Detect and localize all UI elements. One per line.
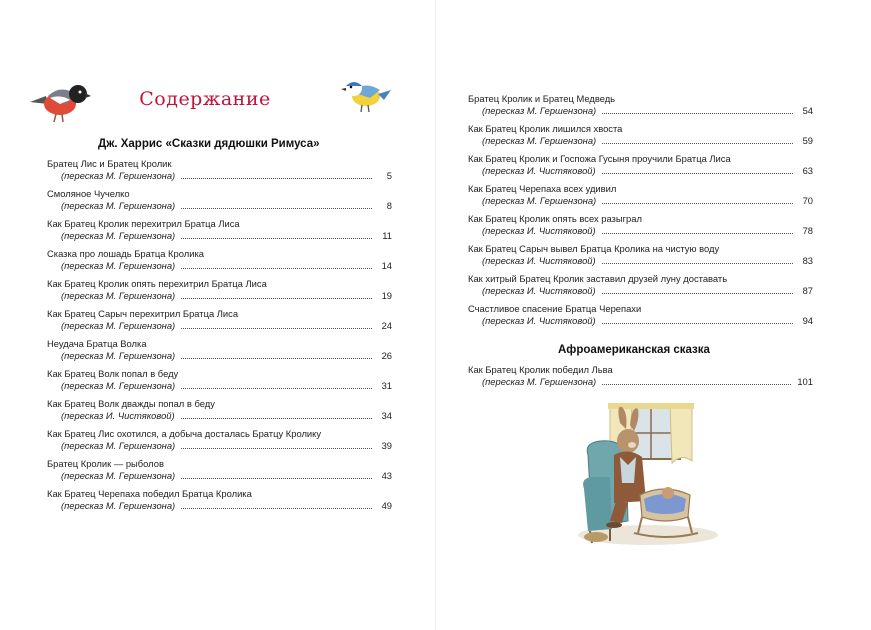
entry-retelling: (пересказ М. Гершензона) [482,105,597,116]
entry-retelling: (пересказ М. Гершензона) [61,290,176,301]
entry-title: Братец Лис и Братец Кролик [47,158,172,169]
entry-retelling: (пересказ М. Гершензона) [61,440,176,451]
entry-page: 26 [381,350,392,361]
entry-title: Как Братец Кролик опять перехитрил Братца Лиса [47,278,267,289]
rabbit-illustration [570,403,720,548]
dot-leader [602,203,793,204]
toc-entry [468,243,813,273]
entry-page: 49 [381,500,392,511]
entry-page: 31 [381,380,392,391]
toc-entry [468,303,813,333]
dot-leader [181,178,372,179]
section-title: Афроамериканская сказка [558,344,710,356]
dot-leader [602,263,793,264]
toc-entry [468,93,813,123]
entry-title: Как Братец Волк попал в беду [47,368,179,379]
entry-retelling: (пересказ М. Гершензона) [61,470,176,481]
entry-retelling: (пересказ М. Гершензона) [61,500,176,511]
entry-title: Как Братец Кролик опять всех разыграл [468,213,642,224]
dot-leader [181,388,372,389]
entry-retelling: (пересказ М. Гершензона) [61,170,176,181]
entry-retelling: (пересказ М. Гершензона) [482,135,597,146]
entry-title: Как Братец Кролик и Госпожа Гусыня проучили Братца Лиса [468,153,731,164]
toc-entry [47,398,392,428]
entry-retelling: (пересказ И. Чистяковой) [482,285,596,296]
entry-title: Как Братец Кролик лишился хвоста [468,123,623,134]
entry-title: Братец Кролик — рыболов [47,458,164,469]
entry-page: 87 [802,285,813,296]
toc-entry [47,488,392,518]
bullfinch-bird-icon [26,74,92,124]
dot-leader [181,298,372,299]
entry-page: 5 [386,170,392,181]
dot-leader [602,143,793,144]
entry-page: 63 [802,165,813,176]
page-title: Содержание [139,88,271,110]
dot-leader [181,508,372,509]
dot-leader [602,293,793,294]
toc-entry [47,428,392,458]
dot-leader [602,233,793,234]
entry-page: 59 [802,135,813,146]
dot-leader [602,323,793,324]
book-spine [435,0,436,630]
entry-title: Как Братец Волк дважды попал в беду [47,398,215,409]
dot-leader [181,208,372,209]
entry-page: 14 [381,260,392,271]
toc-entry [47,248,392,278]
entry-retelling: (пересказ И. Чистяковой) [482,255,596,266]
entry-page: 70 [802,195,813,206]
entry-retelling: (пересказ И. Чистяковой) [61,410,175,421]
entry-page: 39 [381,440,392,451]
entry-title: Как Братец Сарыч вывел Братца Кролика на чистую воду [468,243,720,254]
entry-title: Как Братец Сарыч перехитрил Братца Лиса [47,308,239,319]
entry-page: 78 [802,225,813,236]
toc-entry [47,218,392,248]
toc-entry [47,458,392,488]
dot-leader [181,358,372,359]
entry-title: Как Братец Лис охотился, а добыча досталась Братцу Кролику [47,428,322,439]
entry-retelling: (пересказ И. Чистяковой) [482,225,596,236]
dot-leader [181,448,372,449]
bluetit-bird-icon [340,72,392,114]
entry-title: Смоляное Чучелко [47,188,130,199]
entry-retelling: (пересказ И. Чистяковой) [482,165,596,176]
toc-entry [468,153,813,183]
entry-page: 8 [386,200,392,211]
dot-leader [181,268,372,269]
toc-list-right [468,93,813,333]
dot-leader [602,113,793,114]
dot-leader [181,418,372,419]
entry-title: Неудача Братца Волка [47,338,147,349]
entry-title: Как хитрый Братец Кролик заставил друзей луну доставать [468,273,728,284]
entry-page: 54 [802,105,813,116]
entry-retelling: (пересказ М. Гершензона) [61,260,176,271]
entry-title: Как Братец Кролик перехитрил Братца Лиса [47,218,240,229]
toc-entry [47,278,392,308]
dot-leader [181,238,372,239]
entry-title: Братец Кролик и Братец Медведь [468,93,616,104]
toc-list-left [47,158,392,518]
toc-entry [468,273,813,303]
entry-page: 83 [802,255,813,266]
toc-entry [468,364,813,394]
entry-title: Сказка про лошадь Братца Кролика [47,248,204,259]
toc-entry [468,213,813,243]
toc-entry [468,183,813,213]
toc-entry [468,123,813,153]
entry-page: 19 [381,290,392,301]
section-title: Дж. Харрис «Сказки дядюшки Римуса» [98,138,320,150]
entry-retelling: (пересказ М. Гершензона) [61,350,176,361]
entry-page: 101 [797,376,813,387]
toc-entry [47,308,392,338]
entry-retelling: (пересказ М. Гершензона) [61,230,176,241]
dot-leader [181,478,372,479]
toc-entry [47,368,392,398]
entry-title: Как Братец Кролик победил Льва [468,364,613,375]
toc-entry [47,188,392,218]
entry-title: Как Братец Черепаха победил Братца Кролика [47,488,252,499]
toc-entry [47,158,392,188]
entry-page: 24 [381,320,392,331]
dot-leader [181,328,372,329]
entry-retelling: (пересказ М. Гершензона) [61,380,176,391]
dot-leader [602,173,793,174]
entry-page: 43 [381,470,392,481]
dot-leader [602,384,791,385]
toc-list-right-2 [468,364,813,394]
entry-retelling: (пересказ М. Гершензона) [61,200,176,211]
entry-retelling: (пересказ М. Гершензона) [482,376,597,387]
entry-title: Как Братец Черепаха всех удивил [468,183,617,194]
toc-entry [47,338,392,368]
entry-page: 34 [381,410,392,421]
entry-page: 94 [802,315,813,326]
entry-title: Счастливое спасение Братца Черепахи [468,303,642,314]
entry-retelling: (пересказ М. Гершензона) [61,320,176,331]
entry-page: 11 [382,230,392,241]
entry-retelling: (пересказ М. Гершензона) [482,195,597,206]
entry-retelling: (пересказ И. Чистяковой) [482,315,596,326]
